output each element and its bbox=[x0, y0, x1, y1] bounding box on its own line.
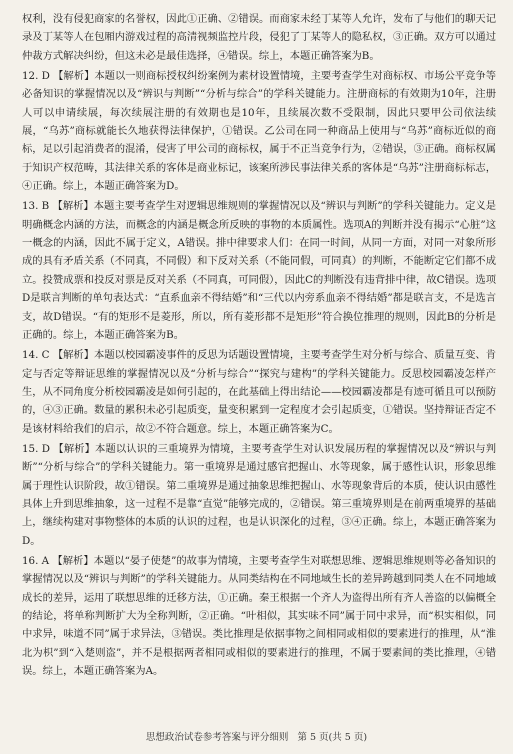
page-footer bbox=[0, 729, 513, 743]
answer-paragraph-q16: 16. A 【解析】本题以“晏子使楚”的故事为情境，主要考查学生对联想思维、逻辑思维规则等必备知识的掌握情况以及“辨识与判断”的学科关键能力。从同类结构在不同地域生长的差异跨越到同类人在不同地域成长的差异，运用了联想思维的迁移方法，①正确。秦王根据一个齐人为盗得出所有齐人善盗的以偏概全的结论，将单称判断扩大为全称判断，②正确。“叶相似，其实味不同”属于同中求异，而“枳实相似，同中求异，味道不同”属于求异法，③错误。类比推理是依据事物之间相同或相似的要素进行的推理，从“淮北为枳”到“入楚则盗”，并不是根据两者相同或相似的要素进行的推理，不属于要素间的类比推理，④错误。综上，本题正确答案为A。 bbox=[22, 554, 496, 678]
answer-paragraph-q13: 13. B 【解析】本题主要考查学生对逻辑思维规则的掌握情况以及“辨识与判断”的学科关键能力。定义是明确概念内涵的方法，而概念的内涵是概念所反映的事物的本质属性。选项A的判断并没有揭示“心脏”这一概念的内涵，因此不属于定义，A错误。排中律要求人们：在同一时间，从同一方面，对同一对象所形成的具有矛盾关系（不同真，不同假）和下反对关系（不能同假，可同真）的判断，不能断定它们都不成立。投赞成票和投反对票是反对关系（不同真，可同假），因此C的判断没有违背排中律，故C错误。选项D是联言判断的单句表达式：“直系血亲不得结婚”和“三代以内旁系血亲不得结婚”都是联言支，不是选言支，故D错误。“有的矩形不是菱形，所以，所有菱形都不是矩形”符合换位推理的规则，因此B的分析是正确的。综上，本题正确答案为B。 bbox=[22, 200, 496, 341]
answer-explanations bbox=[22, 10, 496, 680]
footer-title: 思想政治试卷参考答案与评分细则 bbox=[145, 732, 289, 743]
answer-paragraph-q14: 14. C 【解析】本题以校园霸凌事件的反思为话题设置情境，主要考查学生对分析与综合、质量互变、肯定与否定等辩证思维的掌握情况以及“分析与综合”“探究与建构”的学科关键能力。反思校园霸凌怎样产生，从不同角度分析校园霸凌是如何引起的，在此基础上得出结论——校园霸凌都是有迹可循且可以预防的，④③正确。数量的累积未必引起质变，量变积累到一定程度才会引起质变，①错误。坚持辩证否定不是该材料给我们的启示，故②不符合题意。综上，本题正确答案为C。 bbox=[22, 349, 496, 435]
answer-paragraph-q11-continued: 权利，没有侵犯商家的名誉权，因此①正确、②错误。而商家未经丁某等人允许，发布了与他们的聊天记录及丁某等人在包厢内游戏过程的高清视频监控片段，侵犯了丁某等人的隐私权，③正确。双方可以通过仲裁方式解决纠纷，但这未必是最佳选择，④错误。综上，本题正确答案为B。 bbox=[22, 13, 496, 62]
answer-paragraph-q12: 12. D 【解析】本题以一则商标授权纠纷案例为素材设置情境，主要考查学生对商标权、市场公平竞争等必备知识的掌握情况以及“辨识与判断”“分析与综合”的学科关键能力。注册商标的有效期为10年，注册人可以申请续展，每次续展注册的有效期也是10年，且续展次数不受限制，因此只要甲公司依法续展，“乌苏”商标就能长久地获得法律保护，①错误。乙公司在同一种商品上使用与“乌苏”商标近似的商标，足以引起消费者的混淆，侵害了甲公司的商标权，属于不正当竞争行为，②错误，③正确。商标权属于知识产权范畴，其法律关系的客体是商业标记，该案所涉民事法律关系的客体是“乌苏”注册商标标志，④正确。综上，本题正确答案为D。 bbox=[22, 70, 496, 193]
footer-page-number: 第 5 页(共 5 页) bbox=[297, 732, 368, 743]
answer-paragraph-q15: 15. D 【解析】本题以认识的三重境界为情境，主要考查学生对认识发展历程的掌握情况以及“辨识与判断”“分析与综合”的学科关键能力。第一重境界是通过感官把握山、水等现象，属于感性认识，形象思维属于理性认识阶段，故①错误。第二重境界是通过抽象思维把握山、水等现象背后的本质，使认识由感性具体上升到思维抽象，这一过程不是靠“直觉”能够完成的，②错误。第三重境界则是在前两重境界的基础上，继续构建对事物整体的本质的认识的过程，也是认识深化的过程，③④正确。综上，本题正确答案为D。 bbox=[22, 442, 496, 547]
